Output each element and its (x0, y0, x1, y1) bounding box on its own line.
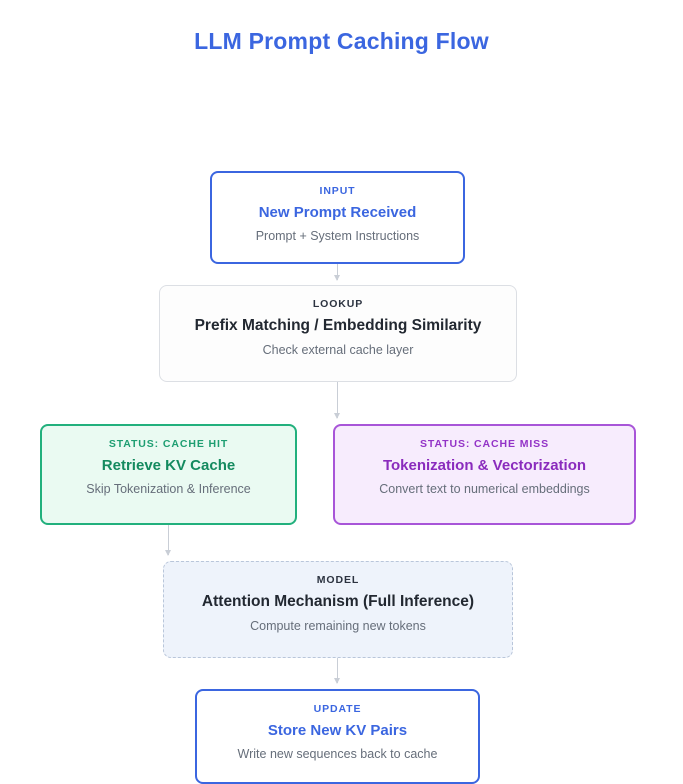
arrow-input-to-lookup (337, 264, 338, 280)
node-cache-miss-headline: Tokenization & Vectorization (382, 457, 587, 474)
arrow-cache-hit-to-model (168, 525, 169, 555)
node-cache-miss-subtitle: Convert text to numerical embeddings (379, 482, 590, 496)
node-lookup-tag: LOOKUP (312, 298, 364, 310)
node-cache-hit[interactable] (40, 424, 297, 525)
node-input-headline: New Prompt Received (258, 204, 417, 221)
node-cache-hit-headline: Retrieve KV Cache (101, 457, 236, 474)
node-model[interactable] (163, 561, 513, 658)
arrow-lookup-to-branch (337, 382, 338, 418)
node-update-headline: Store New KV Pairs (267, 722, 408, 739)
node-cache-miss-tag: STATUS: CACHE MISS (420, 438, 549, 450)
node-update-tag: UPDATE (313, 703, 362, 715)
node-input[interactable] (210, 171, 465, 264)
arrow-model-to-update (337, 658, 338, 683)
node-model-tag: MODEL (316, 574, 360, 586)
node-cache-hit-tag: STATUS: CACHE HIT (108, 438, 229, 450)
node-cache-miss[interactable] (333, 424, 636, 525)
node-model-headline: Attention Mechanism (Full Inference) (201, 593, 475, 610)
diagram-page (0, 28, 683, 765)
node-model-subtitle: Compute remaining new tokens (250, 619, 426, 633)
node-lookup[interactable] (159, 285, 517, 382)
page-title: LLM Prompt Caching Flow (194, 28, 489, 54)
node-lookup-headline: Prefix Matching / Embedding Similarity (194, 317, 482, 334)
node-input-tag: INPUT (319, 185, 356, 197)
node-update-subtitle: Write new sequences back to cache (237, 747, 438, 761)
node-lookup-subtitle: Check external cache layer (262, 343, 414, 357)
node-input-subtitle: Prompt + System Instructions (255, 229, 420, 243)
node-cache-hit-subtitle: Skip Tokenization & Inference (86, 482, 251, 496)
